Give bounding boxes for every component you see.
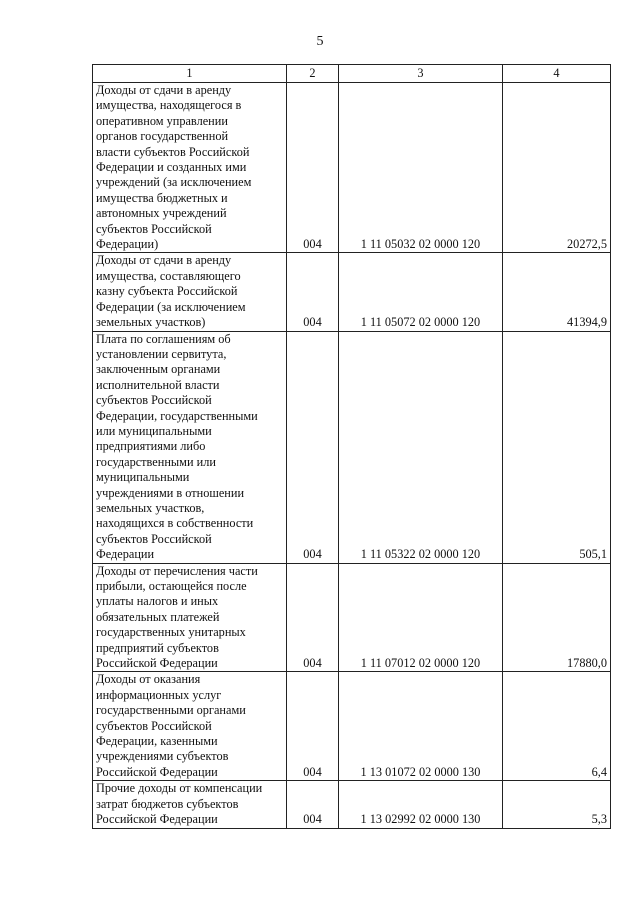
revenue-name-cell xyxy=(93,563,287,672)
admin-code-cell: 004 xyxy=(287,563,339,672)
amount-cell: 20272,5 xyxy=(503,83,611,253)
admin-code-cell: 004 xyxy=(287,83,339,253)
amount-cell: 5,3 xyxy=(503,781,611,828)
budget-classification-code-cell: 1 13 02992 02 0000 130 xyxy=(339,781,503,828)
table-row xyxy=(93,781,611,828)
column-header-2: 2 xyxy=(287,65,339,83)
budget-classification-code-cell: 1 11 05072 02 0000 120 xyxy=(339,253,503,331)
revenue-name-cell xyxy=(93,672,287,781)
table-header-row xyxy=(93,65,611,83)
column-header-4: 4 xyxy=(503,65,611,83)
table-row xyxy=(93,253,611,331)
revenue-table xyxy=(92,64,611,829)
revenue-name: Доходы от оказания информационных услуг государственными органами субъектов Российской Федерации, казенными учреждениями субъектов Российской Федерации xyxy=(96,672,246,779)
column-header-3: 3 xyxy=(339,65,503,83)
table-row xyxy=(93,331,611,563)
revenue-name: Доходы от сдачи в аренду имущества, составляющего казну субъекта Российской Федерации (за исключением земельных участков) xyxy=(96,253,246,330)
revenue-name: Доходы от перечисления части прибыли, остающейся после уплаты налогов и иных обязательных платежей государственных унитарных предприятий субъектов Российской Федерации xyxy=(96,563,258,671)
admin-code-cell: 004 xyxy=(287,253,339,331)
revenue-name-cell xyxy=(93,331,287,563)
revenue-name: Прочие доходы от компенсации затрат бюджетов субъектов Российской Федерации xyxy=(96,781,263,827)
revenue-name: Доходы от сдачи в аренду имущества, находящегося в оперативном управлении органов государственной власти субъектов Российской Федерации и созданных ими учреждений (за исключением имущества бюджетных и автономных учреждений субъектов Российской Федерации) xyxy=(96,83,252,252)
table-row xyxy=(93,563,611,672)
table-row xyxy=(93,672,611,781)
revenue-name-cell xyxy=(93,83,287,253)
page-number: 5 xyxy=(316,34,324,49)
amount-cell: 505,1 xyxy=(503,331,611,563)
budget-classification-code-cell: 1 11 07012 02 0000 120 xyxy=(339,563,503,672)
amount-cell: 41394,9 xyxy=(503,253,611,331)
amount-cell: 17880,0 xyxy=(503,563,611,672)
revenue-name-cell xyxy=(93,781,287,828)
budget-classification-code-cell: 1 11 05322 02 0000 120 xyxy=(339,331,503,563)
amount-cell: 6,4 xyxy=(503,672,611,781)
revenue-name: Плата по соглашениям об установлении сервитута, заключенным органами исполнительной власти субъектов Российской Федерации, государственными или муниципальными предприятиями либо государственными или муниципальными учреждениями в отношении земельных участков, находящихся в собственности субъектов Российской Федерации xyxy=(96,331,258,562)
revenue-name-cell xyxy=(93,253,287,331)
budget-classification-code-cell: 1 11 05032 02 0000 120 xyxy=(339,83,503,253)
column-header-1: 1 xyxy=(93,65,287,83)
admin-code-cell: 004 xyxy=(287,331,339,563)
table-row xyxy=(93,83,611,253)
budget-classification-code-cell: 1 13 01072 02 0000 130 xyxy=(339,672,503,781)
admin-code-cell: 004 xyxy=(287,781,339,828)
admin-code-cell: 004 xyxy=(287,672,339,781)
